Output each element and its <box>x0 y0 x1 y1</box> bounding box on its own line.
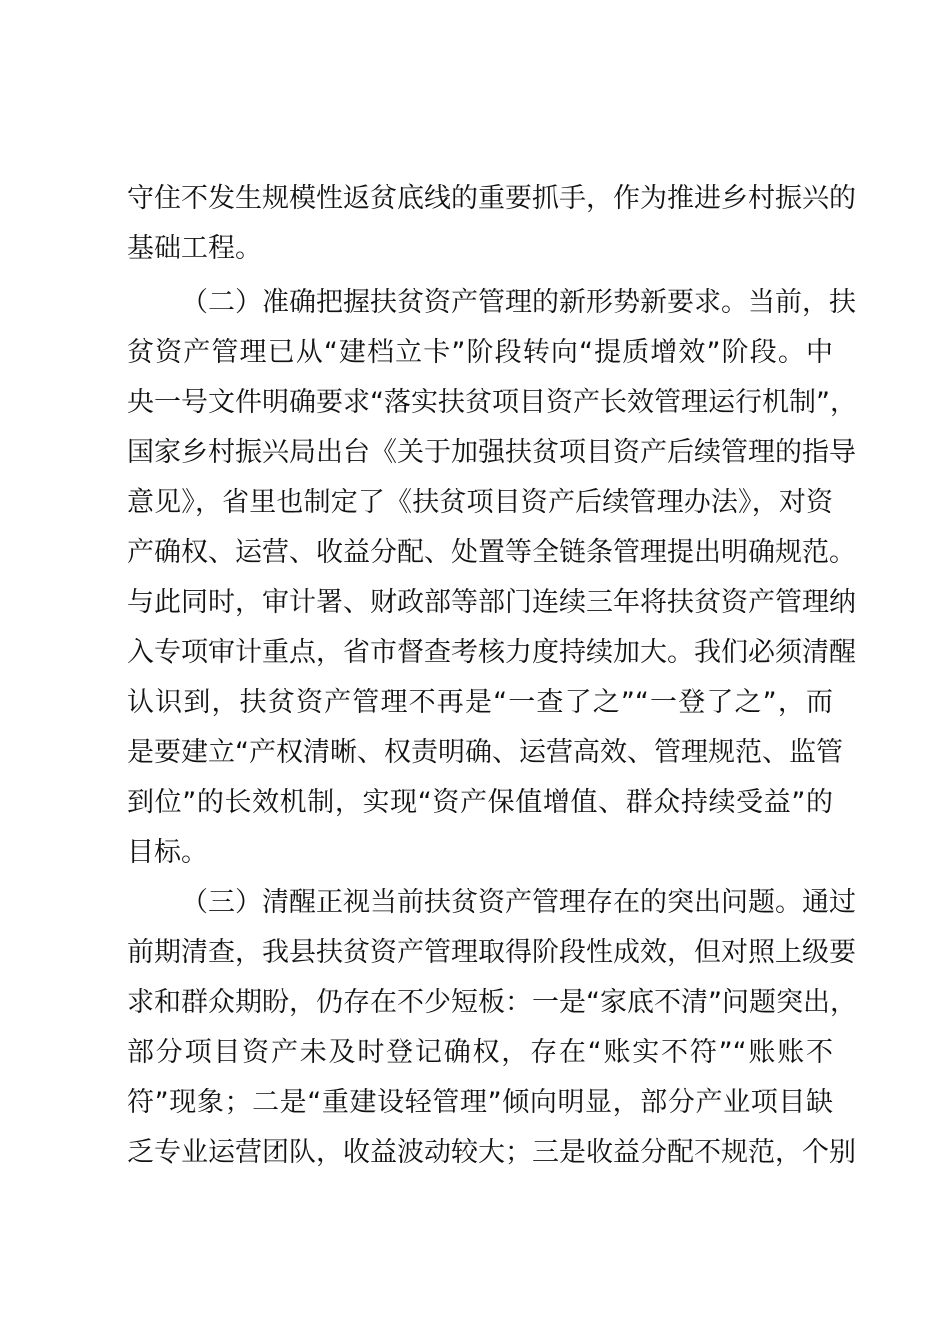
text-line: 认识到，扶贫资产管理不再是“一查了之”“一登了之”，而 <box>127 687 833 718</box>
text-line: 意见》，省里也制定了《扶贫项目资产后续管理办法》，对资 <box>127 487 833 518</box>
text-line: 求和群众期盼，仍存在不少短板：一是“家底不清”问题突出， <box>127 987 857 1018</box>
text-line: 乏专业运营团队，收益波动较大；三是收益分配不规范，个别 <box>127 1137 856 1168</box>
text-line: 前期清查，我县扶贫资产管理取得阶段性成效，但对照上级要 <box>127 937 856 968</box>
text-line: 守住不发生规模性返贫底线的重要抓手，作为推进乡村振兴的 <box>127 183 856 214</box>
text-line: 贫资产管理已从“建档立卡”阶段转向“提质增效”阶段。中 <box>127 337 833 368</box>
text-line: 目标。 <box>127 837 208 868</box>
paragraph-heading-line: （二）准确把握扶贫资产管理的新形势新要求。当前，扶 <box>181 287 856 318</box>
text-line: 基础工程。 <box>127 233 262 264</box>
text-line: 部分项目资产未及时登记确权，存在“账实不符”“账账不 <box>127 1037 833 1068</box>
text-line: 央一号文件明确要求“落实扶贫项目资产长效管理运行机制”， <box>127 387 857 418</box>
text-line: 产确权、运营、收益分配、处置等全链条管理提出明确规范。 <box>127 537 856 568</box>
text-line: 是要建立“产权清晰、权责明确、运营高效、管理规范、监管 <box>127 737 843 768</box>
text-line: 符”现象；二是“重建设轻管理”倾向明显，部分产业项目缺 <box>127 1087 833 1118</box>
text-line: 到位”的长效机制，实现“资产保值增值、群众持续受益”的 <box>127 787 833 818</box>
text-line: 与此同时，审计署、财政部等部门连续三年将扶贫资产管理纳 <box>127 587 856 618</box>
text-line: 入专项审计重点，省市督查考核力度持续加大。我们必须清醒 <box>127 637 856 668</box>
paragraph-heading-line: （三）清醒正视当前扶贫资产管理存在的突出问题。通过 <box>181 887 856 918</box>
text-line: 国家乡村振兴局出台《关于加强扶贫项目资产后续管理的指导 <box>127 437 856 468</box>
